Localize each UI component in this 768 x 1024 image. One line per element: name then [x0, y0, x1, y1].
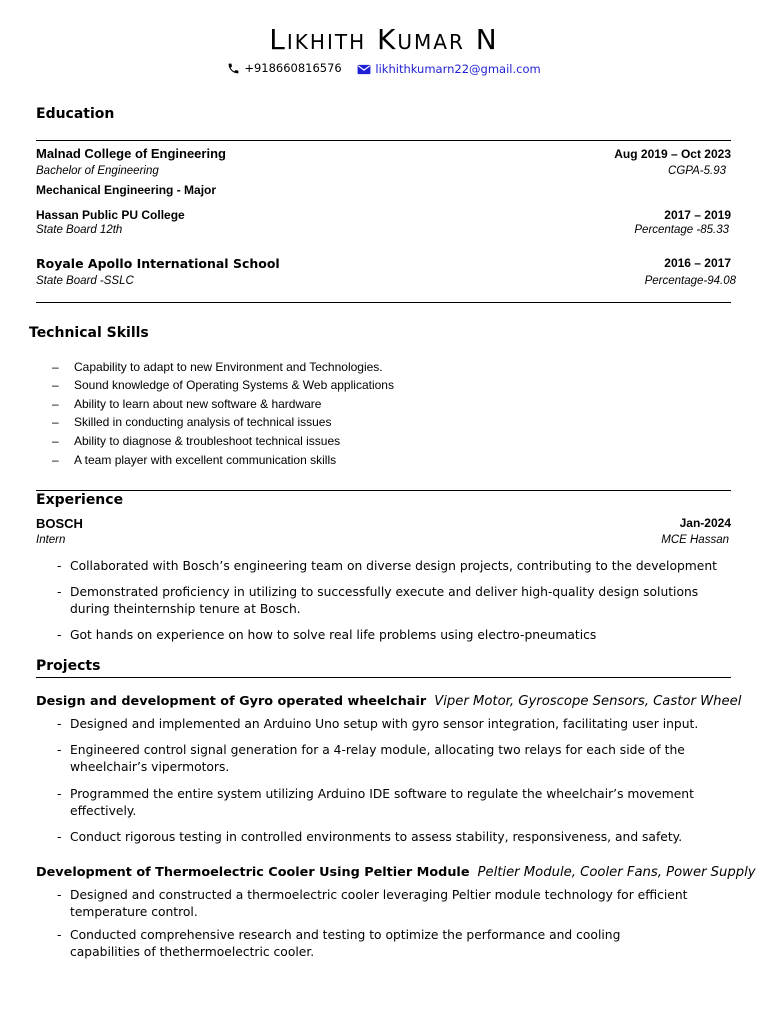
email-contact[interactable]	[357, 61, 540, 77]
experience-heading: Experience	[36, 492, 124, 508]
edu-2-dates: 2017 – 2019	[664, 208, 731, 222]
skills-heading: Technical Skills	[29, 325, 149, 341]
experience-location: MCE Hassan	[661, 534, 729, 546]
edu-1-degree: Bachelor of Engineering	[36, 165, 159, 177]
skill-item: – Capability to adapt to new Environment and Technologies.	[52, 360, 383, 374]
project-bullet: - Designed and implemented an Arduino Uno setup with gyro sensor integration, facilitating user input.	[57, 717, 699, 731]
skill-item: – A team player with excellent communication skills	[52, 453, 337, 467]
edu-1-score: CGPA-5.93	[668, 165, 726, 177]
project-2-header	[36, 861, 756, 880]
experience-role: Intern	[36, 534, 66, 546]
phone-number: +918660816576	[244, 61, 342, 75]
projects-rule	[36, 677, 731, 678]
skill-item: – Ability to diagnose & troubleshoot technical issues	[52, 434, 341, 448]
edu-3-score: Percentage-94.08	[644, 275, 736, 287]
email-link[interactable]: likhithkumarn22@gmail.com	[375, 62, 541, 76]
contact-line	[0, 60, 768, 79]
edu-2-institution: Hassan Public PU College	[36, 208, 185, 222]
experience-company: BOSCH	[36, 516, 83, 531]
project-bullet: - Designed and constructed a thermoelectric cooler leveraging Peltier module technology for efficient temperature control.	[57, 888, 688, 919]
projects-heading: Projects	[36, 658, 101, 674]
project-1-header	[36, 690, 741, 709]
project-bullet: - Programmed the entire system utilizing Arduino IDE software to regulate the wheelchair’s movement effectively.	[57, 787, 694, 818]
skill-item: – Ability to learn about new software & hardware	[52, 397, 322, 411]
project-2-tech: Peltier Module, Cooler Fans, Power Supply	[477, 865, 756, 880]
skill-item: – Sound knowledge of Operating Systems & Web applications	[52, 378, 394, 392]
project-1-tech: Viper Motor, Gyroscope Sensors, Castor Wheel	[434, 694, 742, 709]
phone-contact[interactable]	[227, 60, 341, 76]
edu-1-dates: Aug 2019 – Oct 2023	[614, 147, 731, 161]
experience-top-rule	[36, 490, 731, 491]
edu-3-dates: 2016 – 2017	[664, 256, 731, 270]
edu-2-degree: State Board 12th	[36, 224, 123, 236]
edu-1-major: Mechanical Engineering - Major	[36, 183, 217, 197]
experience-bullet: - Collaborated with Bosch’s engineering team on diverse design projects, contributing to the development	[57, 559, 717, 573]
candidate-name: Likhith Kumar N	[269, 23, 499, 56]
skill-item: – Skilled in conducting analysis of technical issues	[52, 415, 332, 429]
experience-bullet: - Got hands on experience on how to solve real life problems using electro-pneumatics	[57, 628, 597, 642]
phone-icon	[227, 62, 240, 75]
edu-1-institution: Malnad College of Engineering	[36, 146, 226, 161]
experience-bullet: - Demonstrated proficiency in utilizing to successfully execute and deliver high-quality design solutions during theinternship tenure at Bosch.	[57, 585, 699, 616]
edu-3-institution: Royale Apollo International School	[36, 256, 280, 271]
envelope-icon	[357, 64, 371, 75]
education-heading: Education	[36, 106, 115, 122]
project-bullet: - Conduct rigorous testing in controlled environments to assess stability, responsiveness, and safety.	[57, 830, 683, 844]
education-bottom-rule	[36, 302, 731, 303]
experience-date: Jan-2024	[679, 516, 731, 530]
project-2-title: Development of Thermoelectric Cooler Using Peltier Module	[36, 865, 470, 880]
edu-2-score: Percentage -85.33	[634, 224, 729, 236]
edu-3-degree: State Board -SSLC	[36, 275, 134, 287]
project-bullet: - Conducted comprehensive research and testing to optimize the performance and cooling capabilities of thethermoelectric cooler.	[57, 928, 621, 959]
education-top-rule	[36, 140, 731, 141]
project-bullet: - Engineered control signal generation for a 4-relay module, allocating two relays for each side of the wheelchair’s vipermotors.	[57, 743, 685, 774]
project-1-title: Design and development of Gyro operated wheelchair	[36, 694, 427, 709]
